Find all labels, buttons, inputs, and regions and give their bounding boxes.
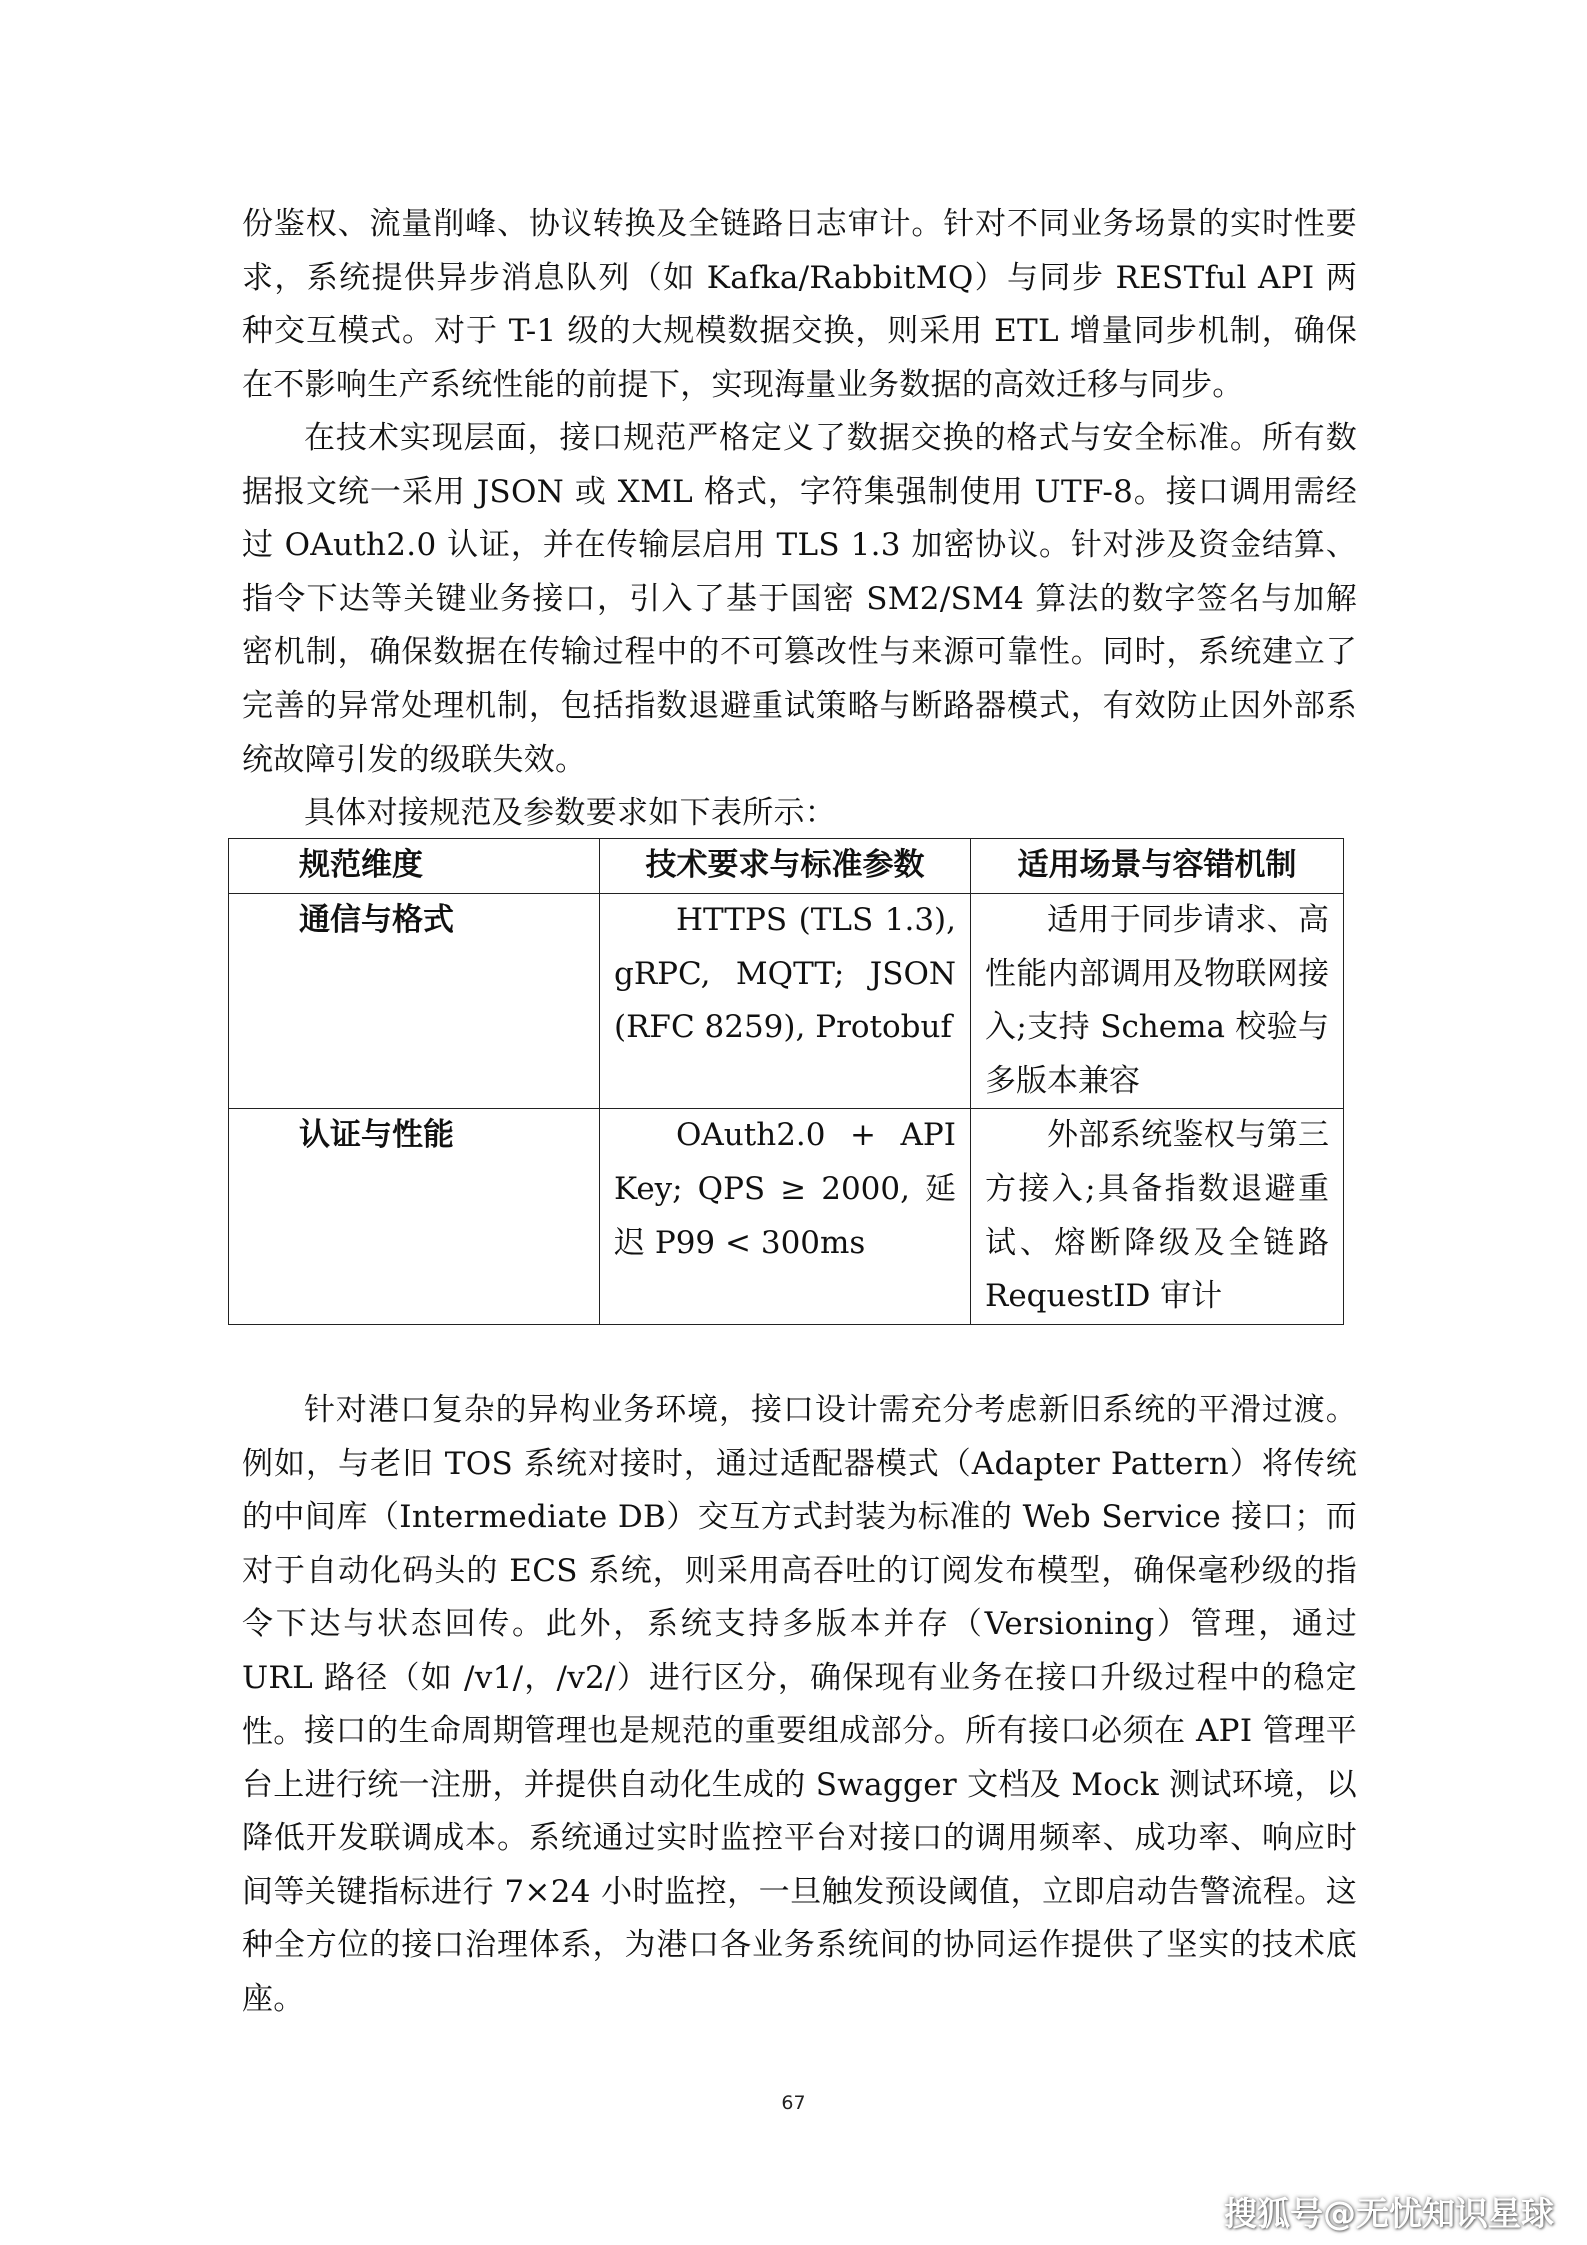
table-header-requirements: 技术要求与标准参数	[600, 839, 971, 894]
body-paragraph-2: 在技术实现层面，接口规范严格定义了数据交换的格式与安全标准。所有数据报文统一采用 JSON 或 XML 格式，字符集强制使用 UTF-8。接口调用需经过 OAuth2.0 认证，并在传输层启用 TLS 1.3 加密协议。针对涉及资金结算、指令下达等关键业务接口，引入了基于国密 SM2/SM4 算法的数字签名与加解密机制，确保数据在传输过程中的不可篡改性与来源可靠性。同时，系统建立了完善的异常处理机制，包括指数退避重试策略与断路器模式，有效防止因外部系统故障引发的级联失效。	[242, 420, 1357, 778]
body-paragraph-3: 针对港口复杂的异构业务环境，接口设计需充分考虑新旧系统的平滑过渡。例如，与老旧 TOS 系统对接时，通过适配器模式（Adapter Pattern）将传统的中间库（Intermediate DB）交互方式封装为标准的 Web Service 接口；而对于自动化码头的 ECS 系统，则采用高吞吐的订阅发布模型，确保毫秒级的指令下达与状态回传。此外，系统支持多版本并存（Versioning）管理，通过 URL 路径（如 /v1/，/v2/）进行区分，确保现有业务在接口升级过程中的稳定性。	[242, 1392, 1357, 1750]
watermark: 搜狐号@无忧知识星球	[1224, 2194, 1554, 2233]
table-header-scenarios: 适用场景与容错机制	[971, 839, 1344, 894]
body-paragraph-4: 接口的生命周期管理也是规范的重要组成部分。所有接口必须在 API 管理平台上进行统一注册，并提供自动化生成的 Swagger 文档及 Mock 测试环境，以降低开发联调成本。系统通过实时监控平台对接口的调用频率、成功率、响应时间等关键指标进行 7×24 小时监控，一旦触发预设阈值，立即启动告警流程。这种全方位的接口治理体系，为港口各业务系统间的协同运作提供了坚实的技术底座。	[242, 1713, 1357, 2017]
table-cell-scenarios: 适用于同步请求、高性能内部调用及物联网接入;支持 Schema 校验与多版本兼容	[971, 894, 1344, 1109]
table-cell-scenarios: 外部系统鉴权与第三方接入;具备指数退避重试、熔断降级及全链路 RequestID 审计	[971, 1109, 1344, 1324]
table-row	[229, 1109, 1344, 1324]
body-paragraph-1: 份鉴权、流量削峰、协议转换及全链路日志审计。针对不同业务场景的实时性要求，系统提供异步消息队列（如 Kafka/RabbitMQ）与同步 RESTful API 两种交互模式。对于 T-1 级的大规模数据交换，则采用 ETL 增量同步机制，确保在不影响生产系统性能的前提下，实现海量业务数据的高效迁移与同步。	[242, 206, 1357, 403]
table-row	[229, 894, 1344, 1109]
table-cell-dimension: 通信与格式	[229, 894, 600, 1109]
table-header-row	[229, 839, 1344, 894]
page-number: 67	[781, 2092, 806, 2114]
table-cell-requirements: HTTPS (TLS 1.3), gRPC, MQTT; JSON (RFC 8259), Protobuf	[600, 894, 971, 1109]
table-cell-dimension: 认证与性能	[229, 1109, 600, 1324]
table-header-dimension: 规范维度	[229, 839, 600, 894]
table-caption: 具体对接规范及参数要求如下表所示：	[304, 795, 837, 831]
spec-table	[228, 838, 1344, 1325]
table-cell-requirements: OAuth2.0 + API Key; QPS ≥ 2000, 延迟 P99 < 300ms	[600, 1109, 971, 1324]
